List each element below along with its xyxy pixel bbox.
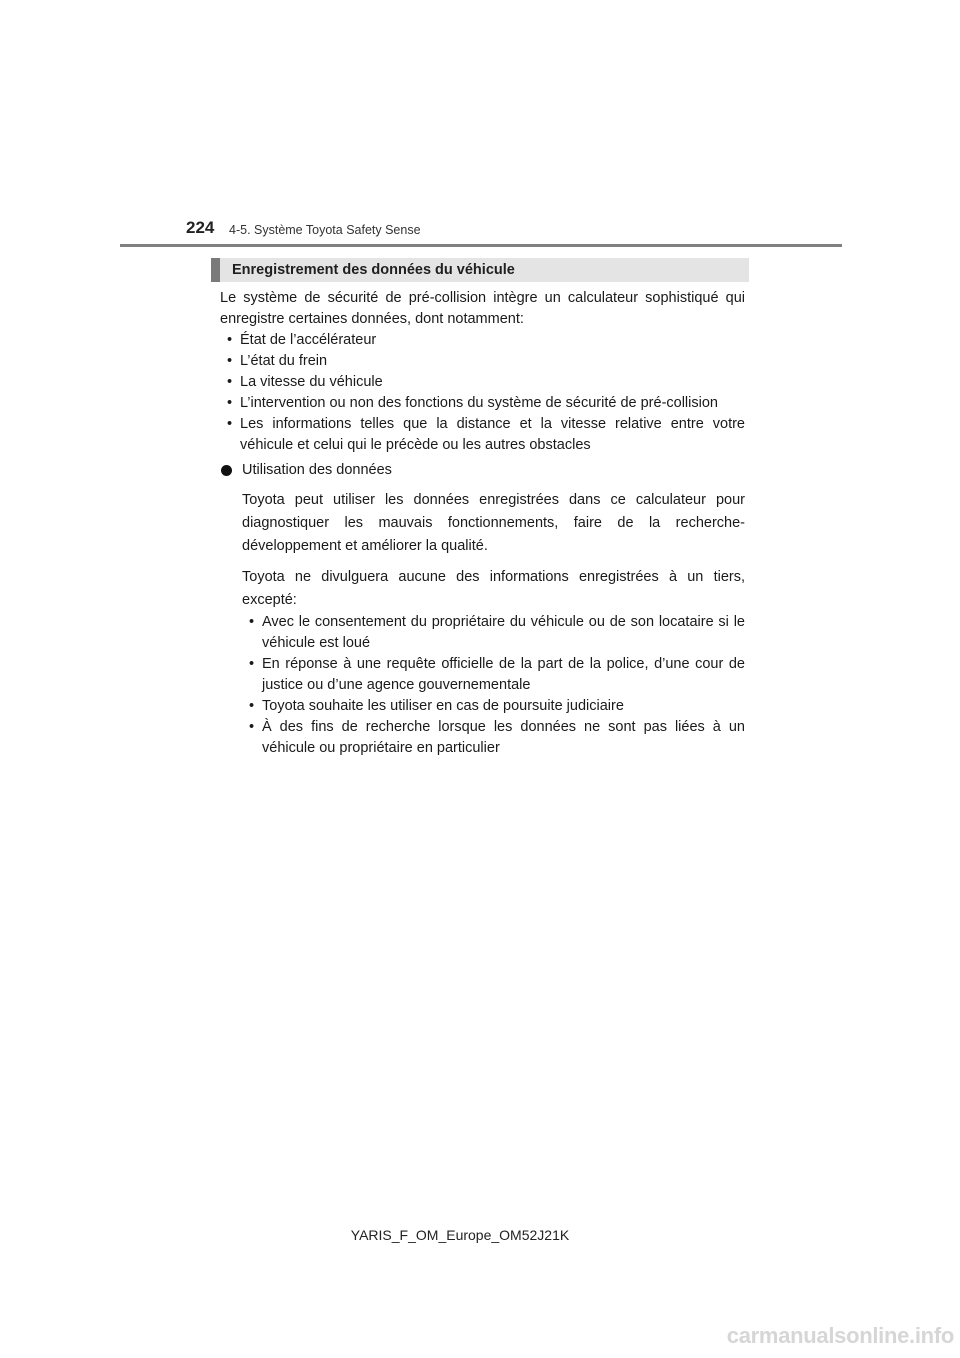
footer xyxy=(0,1227,960,1243)
list-item: • En réponse à une requête officielle de la part de la police, d’une cour de justice ou d’une agence gouvernementale xyxy=(249,656,745,693)
circle-bullet-icon xyxy=(221,465,232,476)
content xyxy=(220,288,745,759)
heading-bar xyxy=(211,258,749,282)
sub-heading xyxy=(220,460,745,481)
usage-paragraph: Toyota peut utiliser les données enregistrées dans ce calculateur pour diagnostiquer les mauvais fonctionnements, faire de la recherche-développement et améliorer la qualité. xyxy=(242,492,745,554)
sub-heading-text: Utilisation des données xyxy=(242,462,392,478)
data-list xyxy=(220,330,745,456)
section-heading: Enregistrement des données du véhicule xyxy=(232,262,515,278)
list-item: • L’intervention ou non des fonctions du système de sécurité de pré-collision xyxy=(227,395,718,411)
header-rule xyxy=(120,244,842,247)
list-item: • À des fins de recherche lorsque les données ne sont pas liées à un véhicule ou propriétaire en particulier xyxy=(249,719,745,756)
list-item: • L’état du frein xyxy=(227,353,328,369)
list-item: • État de l’accélérateur xyxy=(227,332,377,348)
watermark: carmanualsonline.info xyxy=(726,1323,954,1348)
section-title: 4-5. Système Toyota Safety Sense xyxy=(229,223,421,237)
disclosure-paragraph: Toyota ne divulguera aucune des informations enregistrées à un tiers, excepté: xyxy=(242,569,745,608)
list-item: • La vitesse du véhicule xyxy=(227,374,383,390)
list-item: • Toyota souhaite les utiliser en cas de poursuite judiciaire xyxy=(249,698,624,714)
list-item: • Avec le consentement du propriétaire du véhicule ou de son locataire si le véhicule est loué xyxy=(249,614,745,651)
exception-list xyxy=(242,612,745,759)
doc-code: YARIS_F_OM_Europe_OM52J21K xyxy=(350,1227,570,1243)
intro-paragraph: Le système de sécurité de pré-collision intègre un calculateur sophistiqué qui enregistre certaines données, dont notamment: xyxy=(220,290,745,327)
list-item: • Les informations telles que la distance et la vitesse relative entre votre véhicule et celui qui le précède ou les autres obstacles xyxy=(227,416,745,453)
page-number: 224 xyxy=(186,218,215,237)
indented-block xyxy=(220,489,745,759)
